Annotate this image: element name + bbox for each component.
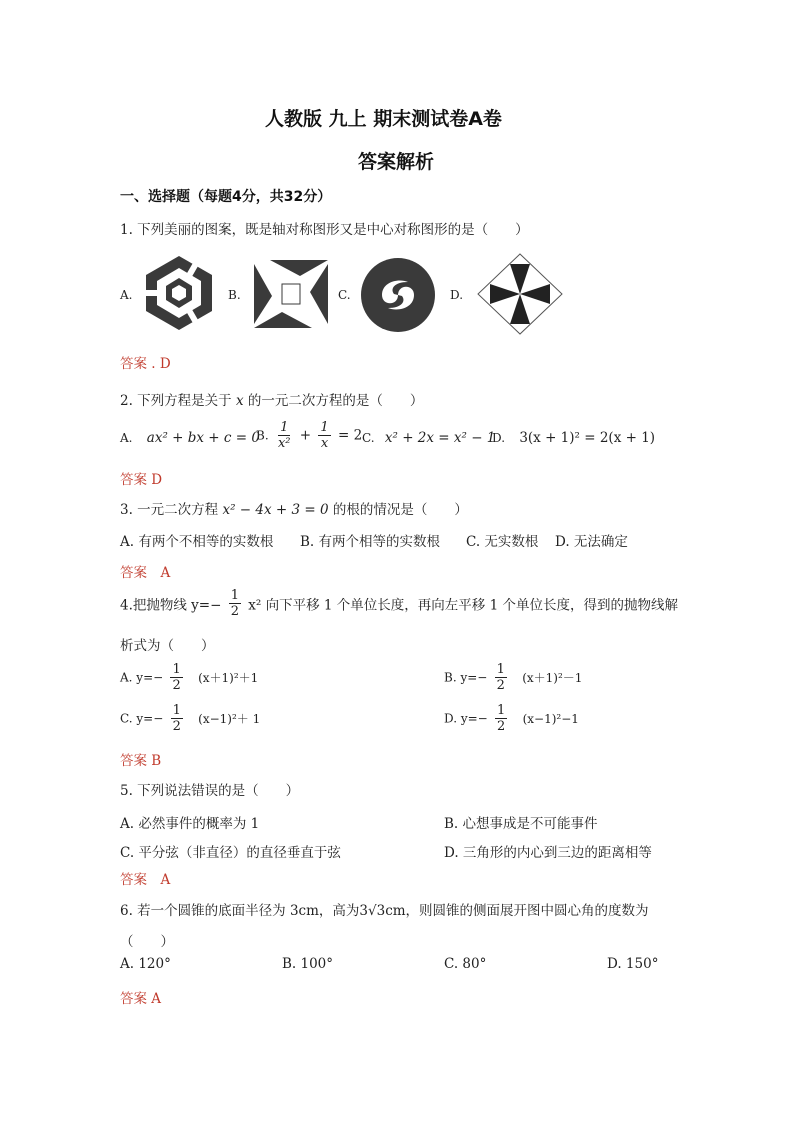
q4-b-num: 1 bbox=[496, 662, 505, 677]
q3-option-d: D. 无法确定 bbox=[555, 534, 628, 550]
q1-option-d-label: D. bbox=[450, 288, 464, 302]
q4-b-den: 2 bbox=[496, 678, 505, 693]
q3-text-post: 的根的情况是（ ） bbox=[332, 502, 468, 518]
q6-option-a: A. 120° bbox=[120, 956, 171, 972]
q4-c-num: 1 bbox=[172, 703, 181, 718]
diamond-pinwheel-icon bbox=[476, 252, 564, 336]
q4-option-d bbox=[444, 703, 579, 734]
q2-b-num2: 1 bbox=[320, 420, 329, 435]
q4-text-post: x² 向下平移 1 个单位长度，再向左平移 1 个单位长度，得到的抛物线解 bbox=[248, 597, 678, 614]
q2-option-c-label: C. bbox=[362, 431, 375, 445]
q4-c-den: 2 bbox=[172, 719, 181, 734]
q4-c-frac bbox=[171, 703, 183, 734]
q5-option-a: A. 必然事件的概率为 1 bbox=[120, 816, 260, 832]
q5-option-d: D. 三角形的内心到三边的距离相等 bbox=[444, 845, 652, 861]
q6-option-b: B. 100° bbox=[282, 956, 334, 972]
q2-b-den2: x bbox=[320, 436, 329, 451]
q2-variable: x bbox=[235, 393, 244, 409]
question-4-line2: 析式为（ ） bbox=[120, 638, 215, 654]
q4-a-den: 2 bbox=[172, 678, 181, 693]
question-3-text bbox=[120, 498, 468, 518]
q4-a-frac bbox=[170, 662, 182, 693]
question-6-line2: （ ） bbox=[120, 934, 174, 950]
q1-answer: 答案 . D bbox=[120, 356, 171, 372]
q5-answer: 答案 A bbox=[120, 872, 171, 888]
q3-option-a: A. 有两个不相等的实数根 bbox=[120, 534, 274, 550]
q2-option-a bbox=[120, 430, 260, 446]
q4-a-num: 1 bbox=[172, 662, 181, 677]
q4-a-pre: A. y=− bbox=[120, 670, 164, 685]
page-subtitle: 答案解析 bbox=[358, 151, 435, 173]
q2-text-pre: 2. 下列方程是关于 bbox=[120, 393, 232, 409]
q2-text-post: 的一元二次方程的是（ ） bbox=[247, 393, 424, 409]
q6-option-c: C. 80° bbox=[444, 956, 487, 972]
q3-option-c: C. 无实数根 bbox=[466, 534, 539, 550]
q2-option-b-label: B. bbox=[256, 428, 269, 443]
q4-frac bbox=[229, 588, 241, 619]
q4-d-post: (x−1)²−1 bbox=[522, 711, 579, 726]
q2-b-num1: 1 bbox=[280, 420, 289, 435]
q5-option-b: B. 心想事成是不可能事件 bbox=[444, 816, 598, 832]
q2-b-den1: x² bbox=[277, 436, 291, 451]
q4-b-post: (x＋1)²－1 bbox=[522, 671, 583, 685]
q4-d-num: 1 bbox=[497, 703, 506, 718]
question-6-text: 6. 若一个圆锥的底面半径为 3cm，高为3√3cm，则圆锥的侧面展开图中圆心角的度数为 bbox=[120, 903, 649, 919]
q2-option-d bbox=[492, 430, 655, 446]
q1-option-a-label: A. bbox=[120, 288, 133, 302]
q4-answer: 答案 B bbox=[120, 753, 162, 769]
q2-b-eq: = 2 bbox=[337, 427, 363, 444]
q4-num: 1 bbox=[230, 588, 239, 603]
q2-option-a-expr: ax² + bx + c = 0 bbox=[146, 430, 260, 446]
q2-answer: 答案 D bbox=[120, 472, 163, 488]
square-pinwheel-icon bbox=[248, 254, 334, 334]
q4-c-pre: C. y=− bbox=[120, 711, 164, 726]
q2-option-c bbox=[362, 430, 495, 446]
q2-option-b bbox=[256, 420, 362, 451]
question-4-text bbox=[120, 588, 678, 619]
q2-option-c-expr: x² + 2x = x² − 1 bbox=[384, 430, 496, 446]
q3-text-pre: 3. 一元二次方程 bbox=[120, 502, 219, 518]
q2-option-a-label: A. bbox=[120, 431, 133, 445]
q2-option-b-frac2 bbox=[318, 420, 330, 451]
q3-expr: x² − 4x + 3 = 0 bbox=[222, 502, 329, 518]
q4-option-c bbox=[120, 703, 260, 734]
question-5-text: 5. 下列说法错误的是（ ） bbox=[120, 783, 300, 799]
section-header: 一、选择题（每题4分，共32分） bbox=[120, 189, 332, 205]
circle-swirl-icon bbox=[358, 256, 438, 334]
q2-option-d-expr: 3(x + 1)² = 2(x + 1) bbox=[519, 430, 656, 446]
q4-a-post: (x＋1)²＋1 bbox=[198, 671, 259, 685]
q4-option-b bbox=[444, 662, 582, 693]
q2-b-plus: + bbox=[299, 427, 312, 444]
q6-answer: 答案 A bbox=[120, 991, 162, 1007]
q4-option-a bbox=[120, 662, 258, 693]
q4-b-pre: B. y=− bbox=[444, 670, 488, 685]
q6-option-d: D. 150° bbox=[607, 956, 659, 972]
hexagon-knot-icon bbox=[140, 252, 218, 334]
q4-text-pre: 4.把抛物线 y=− bbox=[120, 597, 222, 614]
q1-option-b-label: B. bbox=[228, 288, 241, 302]
q5-option-c: C. 平分弦（非直径）的直径垂直于弦 bbox=[120, 845, 341, 861]
q3-answer: 答案 A bbox=[120, 565, 171, 581]
question-2-text bbox=[120, 389, 423, 409]
page-title: 人教版 九上 期末测试卷A卷 bbox=[265, 108, 502, 130]
q4-d-frac bbox=[495, 703, 507, 734]
q4-d-pre: D. y=− bbox=[444, 711, 488, 726]
q4-c-post: (x−1)²＋ 1 bbox=[198, 712, 261, 726]
q4-d-den: 2 bbox=[497, 719, 506, 734]
q2-option-b-frac1 bbox=[276, 420, 293, 451]
q2-option-d-label: D. bbox=[492, 431, 506, 445]
q1-option-c-label: C. bbox=[338, 288, 351, 302]
q3-option-b: B. 有两个相等的实数根 bbox=[300, 534, 441, 550]
question-1-text: 1. 下列美丽的图案，既是轴对称图形又是中心对称图形的是（ ） bbox=[120, 222, 529, 238]
q4-den: 2 bbox=[230, 604, 239, 619]
q4-b-frac bbox=[495, 662, 507, 693]
